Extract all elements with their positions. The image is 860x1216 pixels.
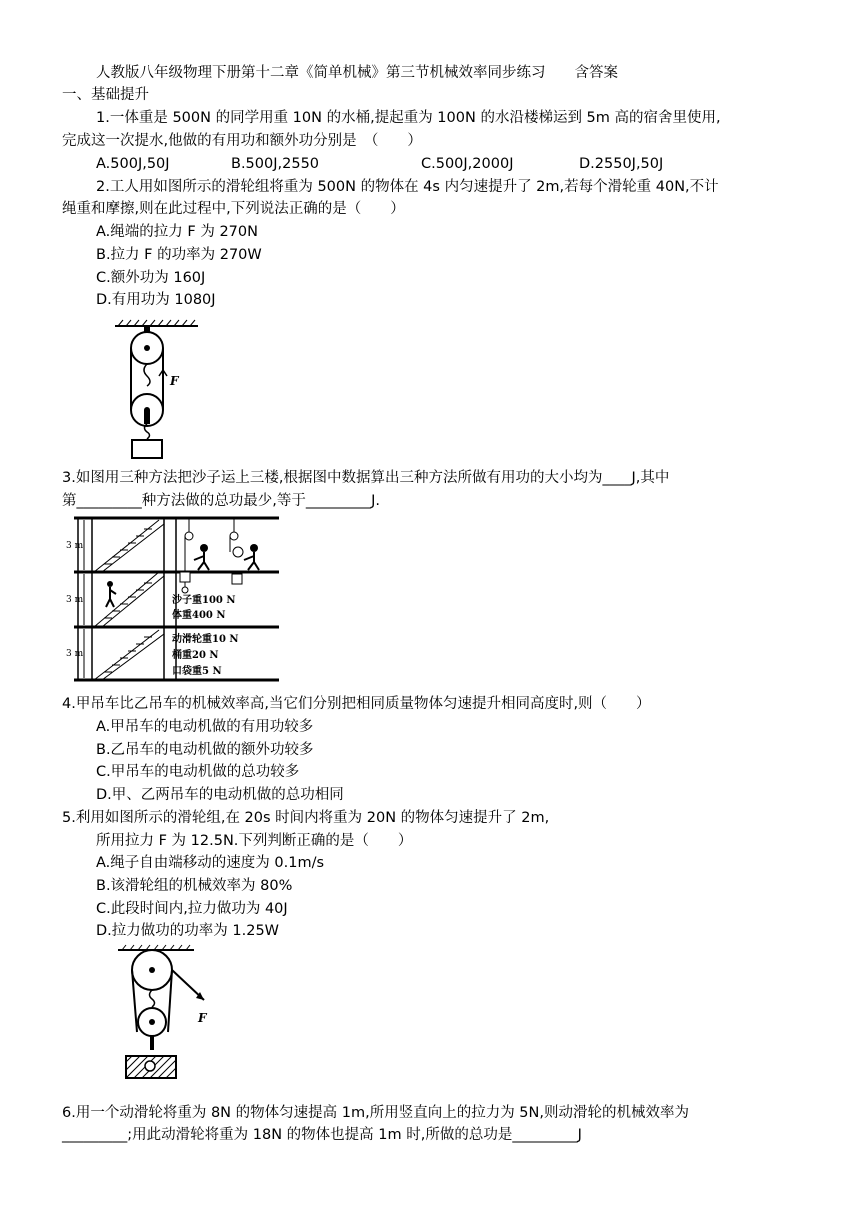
q5-option-d: D.拉力做功的功率为 1.25W [96, 923, 280, 939]
q1-option-b: B.500J,2550 [231, 156, 320, 172]
q2-pulley-figure [110, 318, 210, 463]
staircase [94, 520, 164, 680]
q2-option-b: B.拉力 F 的功率为 270W [96, 247, 262, 263]
q5-line2: 所用拉力 F 为 12.5N.下列判断正确的是（ ） [96, 833, 413, 849]
q4-option-a: A.甲吊车的电动机做的有用功较多 [96, 719, 314, 735]
page-title: 人教版八年级物理下册第十二章《简单机械》第三节机械效率同步练习 含答案 [96, 65, 618, 81]
q2-option-a: A.绳端的拉力 F 为 270N [96, 224, 258, 240]
label-bag-weight: 口袋重5 N [172, 666, 222, 677]
q4-option-b: B.乙吊车的电动机做的额外功较多 [96, 742, 314, 758]
q5-option-c: C.此段时间内,拉力做功为 40J [96, 901, 288, 917]
force-arrow [159, 370, 167, 386]
q5-option-a: A.绳子自由端移动的速度为 0.1m/s [96, 855, 325, 871]
q6-line1: 6.用一个动滑轮将重为 8N 的物体匀速提高 1m,所用竖直向上的拉力为 5N,则动滑轮的机械效率为 [62, 1105, 689, 1121]
q3-building-figure [64, 512, 284, 684]
q1-option-d: D.2550J,50J [579, 156, 664, 172]
q3-line1: 3.如图用三种方法把沙子运上三楼,根据图中数据算出三种方法所做有用功的大小均为____J,其中 [62, 470, 670, 486]
height-label-top: 3 m [66, 541, 84, 551]
pulley-method-two [180, 518, 209, 593]
q4-line1: 4.甲吊车比乙吊车的机械效率高,当它们分别把相同质量物体匀速提升相同高度时,则（ ） [62, 696, 651, 712]
q2-line2: 绳重和摩擦,则在此过程中,下列说法正确的是（ ） [62, 201, 405, 217]
q4-option-c: C.甲吊车的电动机做的总功较多 [96, 764, 300, 780]
label-bucket-weight: 桶重20 N [172, 650, 219, 661]
q2-option-c: C.额外功为 160J [96, 270, 206, 286]
load-block [132, 440, 162, 458]
label-sand-weight: 沙子重100 N [172, 595, 236, 606]
q1-line2: 完成这一次提水,他做的有用功和额外功分别是 （ ） [62, 133, 422, 149]
height-label-middle: 3 m [66, 595, 84, 605]
ceiling-hatch [115, 320, 198, 326]
q2-line1: 2.工人用如图所示的滑轮组将重为 500N 的物体在 4s 内匀速提升了 2m,若每个滑轮重 40N,不计 [96, 179, 719, 195]
height-label-bottom: 3 m [66, 649, 84, 659]
q5-line1: 5.利用如图所示的滑轮组,在 20s 时间内将重为 20N 的物体匀速提升了 2m, [62, 810, 550, 826]
q1-line1: 1.一体重是 500N 的同学用重 10N 的水桶,提起重为 100N 的水沿楼梯运到 5m 高的宿舍里使用, [96, 110, 721, 126]
q2-option-d: D.有用功为 1080J [96, 292, 216, 308]
q4-option-d: D.甲、乙两吊车的电动机做的总功相同 [96, 787, 344, 803]
q5-pulley-figure [112, 944, 222, 1084]
q5-option-b: B.该滑轮组的机械效率为 80% [96, 878, 293, 894]
q1-option-c: C.500J,2000J [421, 156, 514, 172]
label-body-weight: 体重400 N [172, 610, 226, 621]
force-label: F [170, 374, 179, 388]
pulley-method-three [230, 518, 259, 584]
force-label: F [198, 1011, 207, 1025]
section-heading: 一、基础提升 [62, 87, 149, 103]
person-carrying-sand [106, 581, 116, 607]
q1-option-a: A.500J,50J [96, 156, 170, 172]
q3-line2: 第_________种方法做的总功最少,等于_________J. [62, 493, 380, 509]
label-pulley-weight: 动滑轮重10 N [172, 634, 239, 645]
q6-line2: _________;用此动滑轮将重为 18N 的物体也提高 1m 时,所做的总功是_________J [62, 1127, 582, 1143]
